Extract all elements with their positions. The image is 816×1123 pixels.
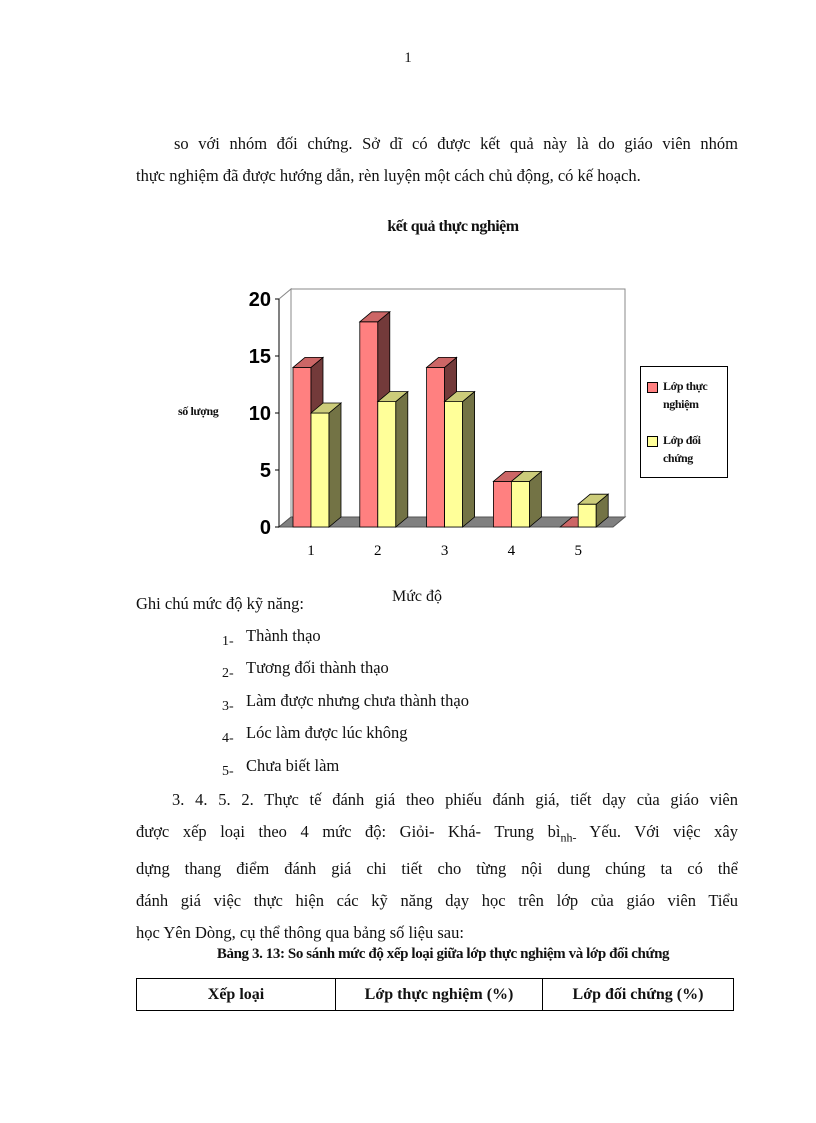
y-tick-label: 0 [259,517,271,539]
chart-title: kết quả thực nghiệm [387,218,519,235]
chart-legend [640,366,728,478]
list-item [222,620,469,652]
page-number: 1 [404,50,412,66]
bar-control [311,413,329,527]
bar-control [445,402,463,527]
bar-control-side [396,392,408,527]
list-item-text: Chưa biết làm [246,755,340,775]
bar-control [578,504,596,527]
bar-control [511,481,529,527]
y-tick-label: 5 [259,460,271,482]
table-header-cell: Lớp thực nghiệm (%) [336,979,543,1011]
table-header-cell: Lớp đối chứng (%) [543,979,734,1011]
legend-label: chứng [663,451,693,465]
x-tick-label: 1 [307,543,315,559]
list-item-number: 4- [222,731,234,747]
legend-label: Lớp đối [663,433,701,447]
bar-experimental [360,322,378,527]
y-tick-label: 10 [248,403,271,425]
bar-control-side [329,403,341,527]
bar-experimental [427,367,445,527]
paragraph-line: học Yên Dòng, cụ thể thông qua bảng số liệu sau: [136,923,464,943]
notes-list [222,620,469,782]
subscript-text: nh- [560,830,577,845]
chart-x-axis-label: Mức độ [392,588,442,605]
paragraph-line: so với nhóm đối chứng. Sở dĩ có được kết quả này là do giáo viên nhóm [174,134,738,153]
legend-label: nghiệm [663,397,699,411]
y-tick-label: 15 [248,346,271,368]
list-item-text: Tương đối thành thạo [246,658,389,678]
legend-label: Lớp thực [663,379,708,393]
legend-swatch-yellow [647,436,658,447]
table-caption: Bảng 3. 13: So sánh mức độ xếp loại giữa lớp thực nghiệm và lớp đối chứng [216,946,670,962]
x-tick-label: 5 [574,543,582,559]
table-header-cell: Xếp loại [137,979,336,1011]
list-item-number: 5- [222,763,234,779]
list-item [222,750,469,782]
list-item [222,685,469,717]
paragraph-line: thực nghiệm đã được hướng dẫn, rèn luyện một cách chủ động, có kế hoạch. [136,166,641,185]
list-item-number: 3- [222,698,234,714]
list-item-text: Thành thạo [246,626,321,645]
list-item-number: 1- [222,634,234,649]
paragraph-line: đánh giá việc thực hiện các kỹ năng dạy học trên lớp của giáo viên Tiểu [136,891,738,911]
list-item [222,717,469,749]
chart-y-axis-label: số lượng [178,404,219,418]
paragraph-evaluation [136,784,738,949]
legend-swatch-red [647,382,658,393]
chart-side-wall [279,289,291,527]
list-item-text: Làm được nhưng chưa thành thạo [246,690,469,710]
paragraph-line: 3. 4. 5. 2. Thực tế đánh giá theo phiếu đánh giá, tiết dạy của giáo viên [172,790,738,809]
notes-heading: Ghi chú mức độ kỹ năng: [136,594,304,613]
bar-experimental [493,481,511,527]
table-header-row [137,979,734,1011]
list-item-number: 2- [222,666,234,682]
bar-control [378,402,396,527]
paragraph-line: dựng thang điểm đánh giá chi tiết cho từng nội dung chúng ta có thể [136,859,738,879]
y-tick-label: 20 [248,289,271,311]
bar-control-side [463,392,475,527]
x-tick-label: 3 [440,543,449,559]
paragraph-line: được xếp loại theo 4 mức độ: Giỏi- Khá- Trung $bì_{nh-}$ Yếu. Với việc xây [136,822,738,845]
list-item-text: Lóc làm được lúc không [246,723,408,743]
comparison-table [136,978,734,1011]
bar-experimental [293,367,311,527]
x-tick-label: 4 [507,543,516,559]
list-item [222,652,469,684]
x-tick-label: 2 [374,543,382,559]
